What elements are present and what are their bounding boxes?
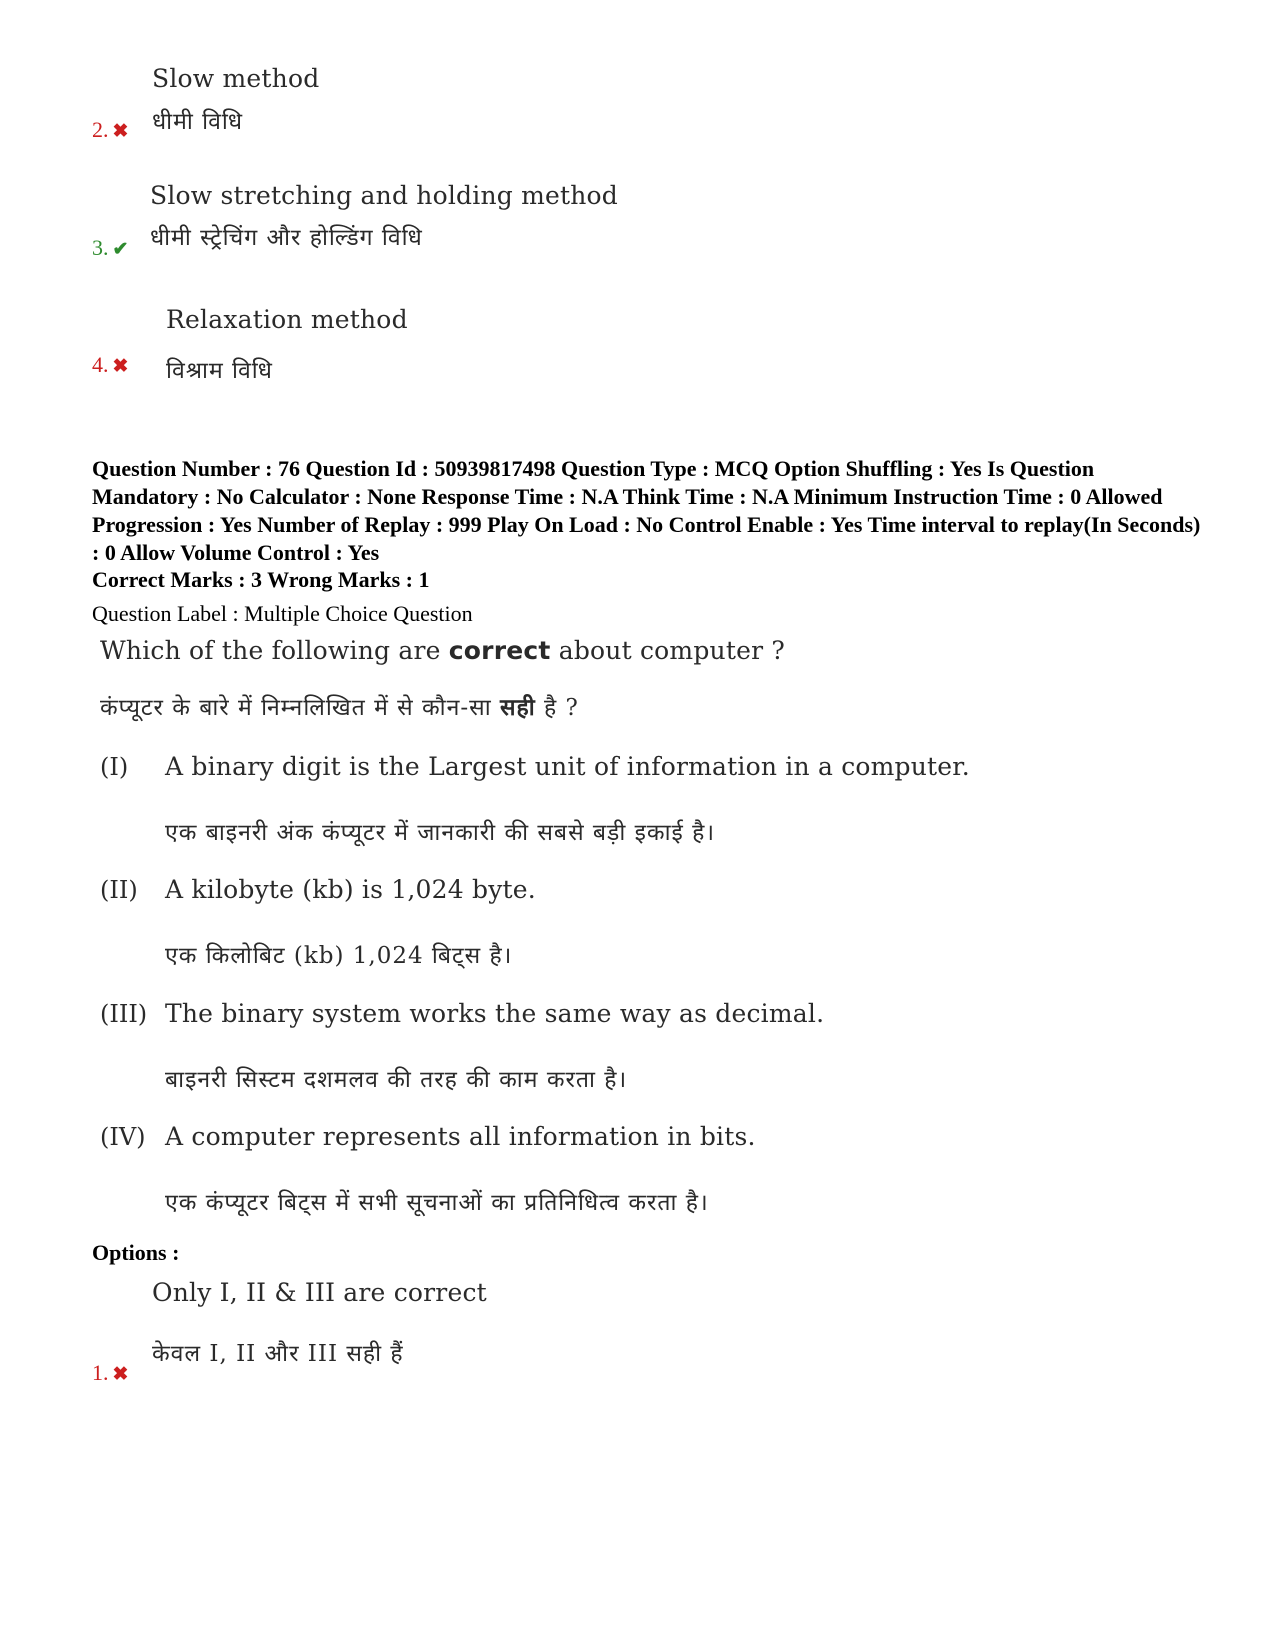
option-2-english: Slow method [152,64,320,93]
statement-hindi: बाइनरी सिस्टम दशमलव की तरह की काम करता है। [165,1067,628,1093]
statement-number: (I) [100,753,129,781]
wrong-cross-icon: ✖ [112,1364,129,1385]
prompt-text: है ? [535,695,579,721]
option-2-hindi: धीमी विधि [152,109,243,135]
statement-english: The binary system works the same way as decimal. [165,999,825,1028]
option-4-hindi: विश्राम विधि [166,358,273,384]
prompt-text: कंप्यूटर के बारे में निम्नलिखित में से कौन-सा [100,695,500,721]
option-2-marker [92,117,128,143]
option-number: 4. [92,352,109,377]
option-3-english: Slow stretching and holding method [150,181,618,210]
option-3-hindi: धीमी स्ट्रेचिंग और होल्डिंग विधि [150,225,423,251]
statement-hindi: एक किलोबिट (kb) 1,024 बिट्स है। [165,943,513,969]
option-number: 1. [92,1360,109,1385]
question-prompt-english [100,636,785,665]
wrong-cross-icon: ✖ [112,121,129,142]
statement-english: A kilobyte (kb) is 1,024 byte. [165,875,536,904]
statement-hindi: एक बाइनरी अंक कंप्यूटर में जानकारी की सबसे बड़ी इकाई है। [165,820,716,846]
option-3-marker [92,235,128,261]
option-4-marker [92,352,128,378]
option-1-english: Only I, II & III are correct [152,1278,487,1307]
question-prompt-hindi [100,690,579,722]
prompt-text: about computer ? [550,636,785,665]
statement-hindi: एक कंप्यूटर बिट्स में सभी सूचनाओं का प्रतिनिधित्व करता है। [165,1190,709,1216]
wrong-cross-icon: ✖ [112,356,129,377]
prompt-emphasis: सही [499,694,536,721]
statement-number: (IV) [100,1123,146,1151]
option-1-hindi: केवल I, II और III सही हैं [152,1341,404,1367]
question-marks: Correct Marks : 3 Wrong Marks : 1 [92,567,430,592]
question-label: Question Label : Multiple Choice Question [92,601,473,626]
prompt-text: Which of the following are [100,636,449,665]
options-heading: Options : [92,1240,180,1265]
option-4-english: Relaxation method [166,305,408,334]
statement-english: A computer represents all information in bits. [165,1122,756,1151]
statement-number: (II) [100,876,138,904]
question-metadata: Question Number : 76 Question Id : 50939817498 Question Type : MCQ Option Shuffling : Yes Is Question Mandatory : No Calculator : None Response Time : N.A Think Time : N.A Minimum Instruction Time : 0 Allowed Progression : Yes Number of Replay : 999 Play On Load : No Control Enable : Yes Time interval to replay(In Seconds) : 0 Allow Volume Control : Yes [92,456,1201,565]
statement-number: (III) [100,1000,148,1028]
option-1-marker [92,1360,128,1386]
correct-check-icon: ✔ [112,239,129,260]
option-number: 2. [92,117,109,142]
option-number: 3. [92,235,109,260]
prompt-emphasis: correct [448,636,551,665]
statement-english: A binary digit is the Largest unit of information in a computer. [165,752,970,781]
